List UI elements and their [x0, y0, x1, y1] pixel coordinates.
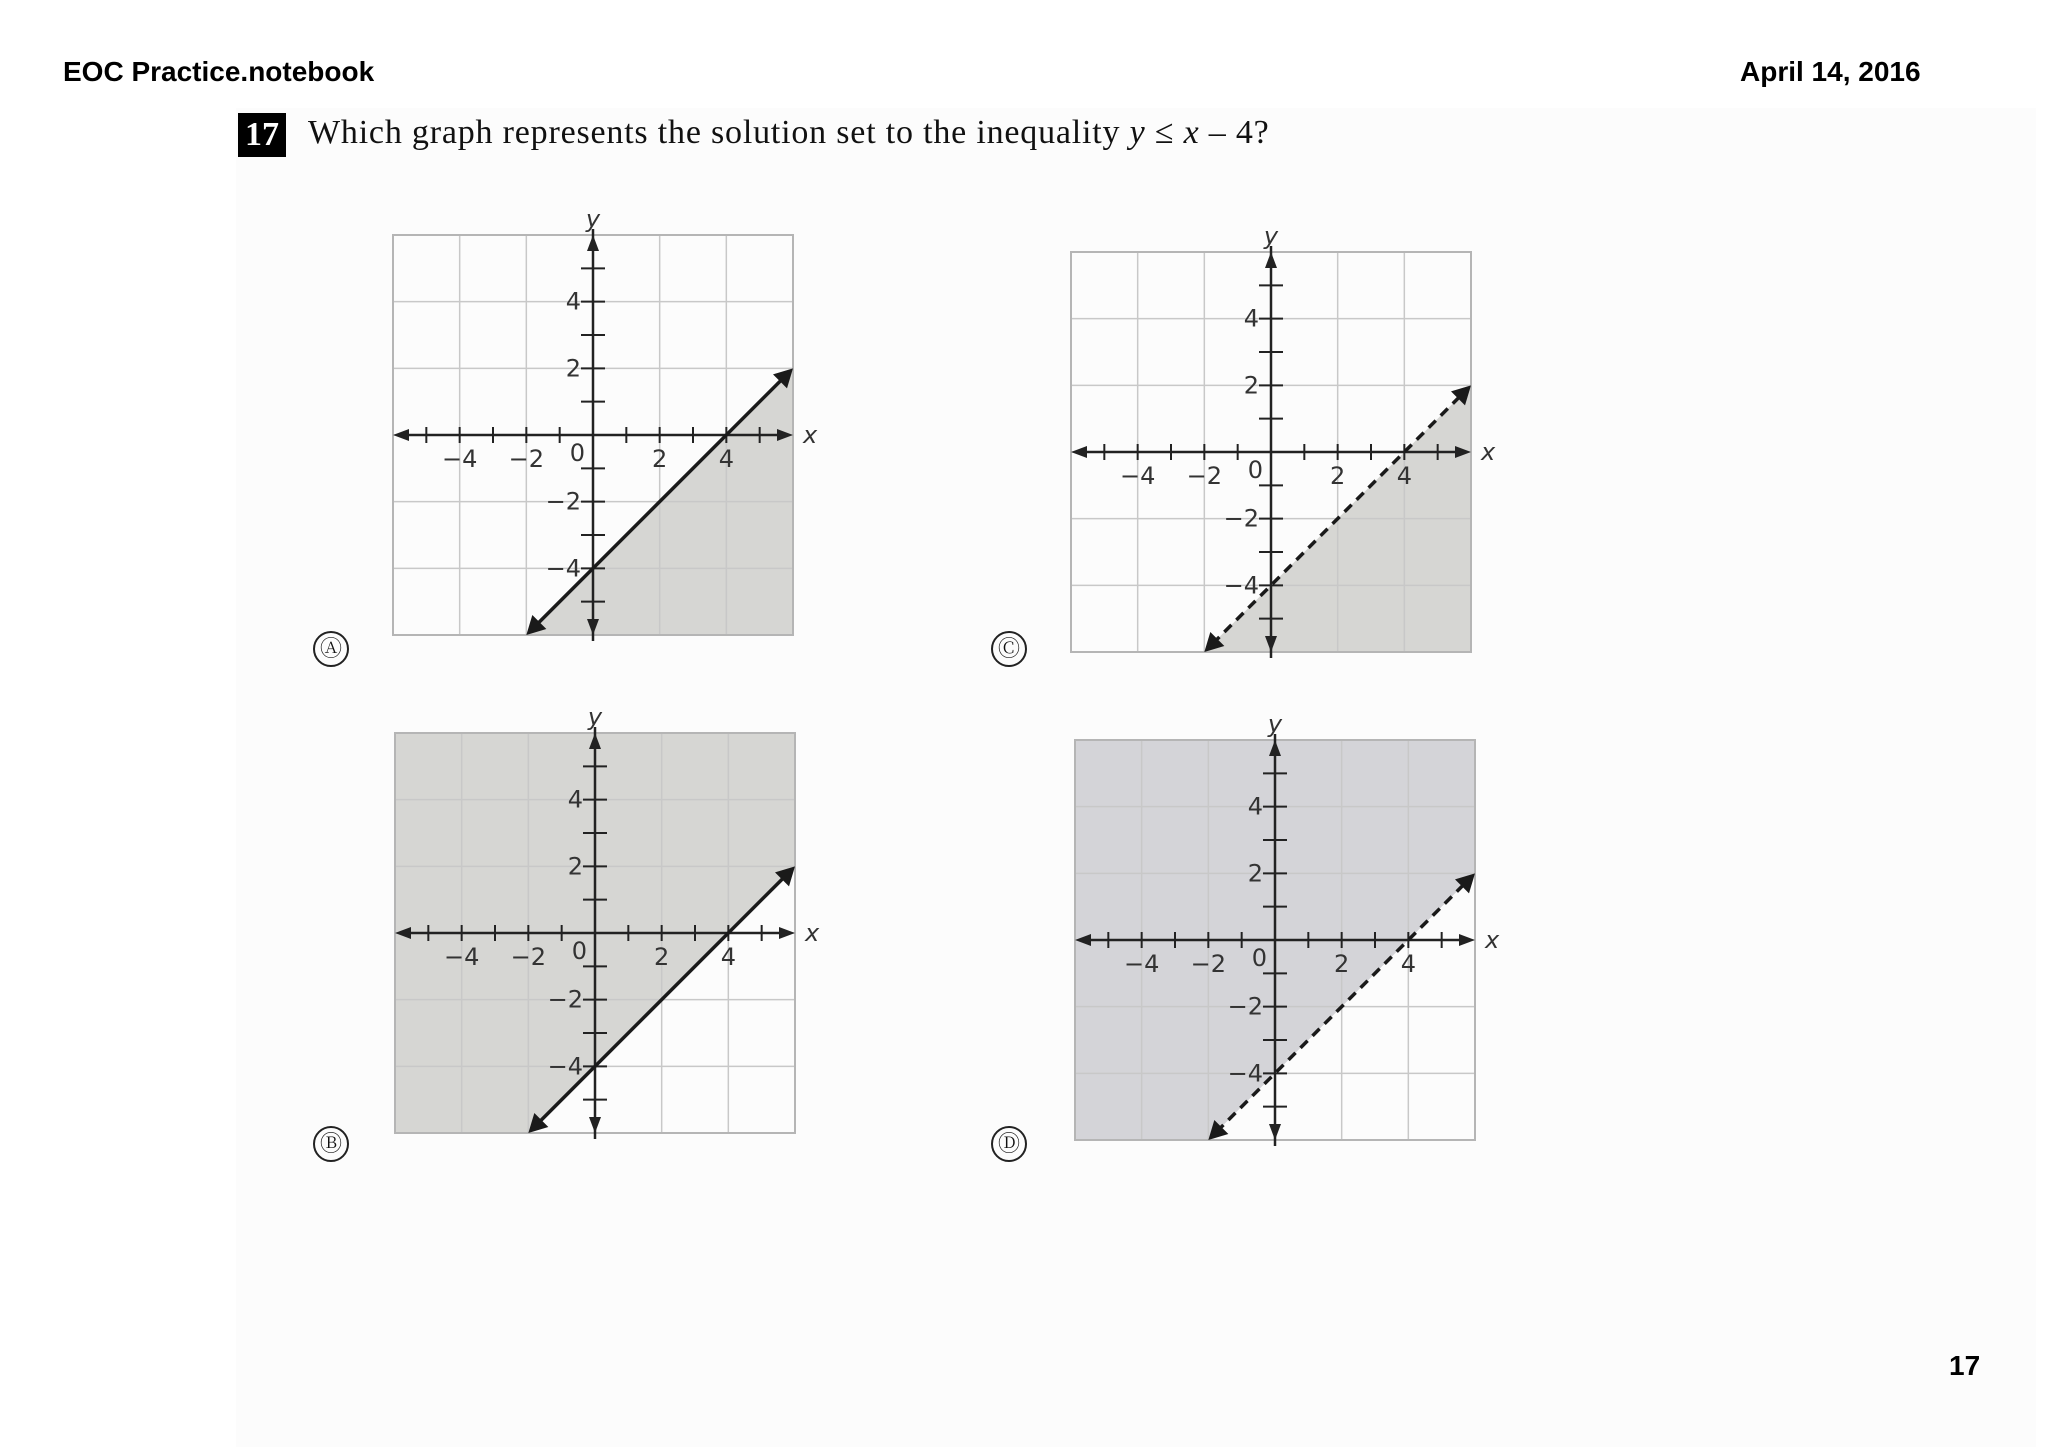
- x-tick-label: −4: [443, 943, 480, 971]
- y-axis-arrow: [587, 235, 599, 251]
- origin-label: 0: [1247, 456, 1263, 484]
- y-tick-label: 2: [567, 852, 583, 881]
- y-tick-label: 2: [565, 354, 581, 383]
- x-tick-label: 4: [720, 943, 736, 971]
- graph-a[interactable]: [380, 205, 820, 655]
- y-tick-label: −2: [545, 487, 581, 516]
- x-tick-label: −2: [508, 445, 545, 473]
- question-number: 17: [238, 113, 286, 157]
- x-tick-label: −4: [441, 445, 478, 473]
- y-tick-label: 4: [1247, 792, 1263, 821]
- x-tick-label: −2: [510, 943, 547, 971]
- y-tick-label: 4: [565, 287, 581, 316]
- x-axis-arrow: [1459, 934, 1475, 946]
- choice-d-label[interactable]: Ⓓ: [991, 1126, 1027, 1162]
- x-tick-label: −2: [1190, 950, 1227, 978]
- y-axis-label: y: [585, 205, 601, 233]
- x-tick-label: −4: [1119, 462, 1156, 490]
- x-tick-label: −4: [1123, 950, 1160, 978]
- y-tick-label: 2: [1243, 371, 1259, 400]
- y-axis-arrow: [1265, 252, 1277, 268]
- y-tick-label: 2: [1247, 859, 1263, 888]
- origin-label: 0: [1251, 944, 1267, 972]
- question-prefix: Which graph represents the solution set to the inequality: [308, 114, 1130, 151]
- y-axis-arrow: [589, 1117, 601, 1133]
- x-axis-label: x: [805, 919, 820, 947]
- x-tick-label: 2: [654, 943, 670, 971]
- graph-d[interactable]: [1062, 710, 1502, 1160]
- x-tick-label: 4: [718, 445, 734, 473]
- y-tick-label: 4: [567, 785, 583, 814]
- y-tick-label: −2: [1223, 504, 1259, 533]
- graph-c[interactable]: [1058, 222, 1498, 672]
- x-tick-label: 2: [652, 445, 668, 473]
- x-axis-arrow: [779, 927, 795, 939]
- math-y: y: [1129, 114, 1146, 151]
- x-axis-arrow: [393, 429, 409, 441]
- y-tick-label: −2: [547, 985, 583, 1014]
- choice-a-label[interactable]: Ⓐ: [313, 631, 349, 667]
- origin-label: 0: [569, 439, 585, 467]
- y-tick-label: 4: [1243, 304, 1259, 333]
- y-axis-label: y: [1267, 710, 1283, 738]
- x-axis-label: x: [1481, 438, 1496, 466]
- x-tick-label: −2: [1186, 462, 1223, 490]
- notebook-title: EOC Practice.notebook: [63, 56, 375, 87]
- x-axis-label: x: [803, 421, 818, 449]
- y-axis-label: y: [1263, 222, 1279, 250]
- choice-b-label[interactable]: Ⓑ: [313, 1126, 349, 1162]
- x-tick-label: 4: [1400, 950, 1416, 978]
- page-date: April 14, 2016: [1740, 56, 1921, 87]
- y-tick-label: −4: [1227, 1059, 1263, 1088]
- x-axis-arrow: [1071, 446, 1087, 458]
- y-tick-label: −4: [1223, 571, 1259, 600]
- question-text: [308, 114, 1270, 152]
- x-tick-label: 4: [1396, 462, 1412, 490]
- x-tick-label: 2: [1330, 462, 1346, 490]
- math-rest: – 4?: [1199, 114, 1270, 151]
- page-number: 17: [1949, 1350, 1981, 1381]
- graph-b[interactable]: [382, 703, 822, 1153]
- x-axis-label: x: [1485, 926, 1500, 954]
- y-axis-label: y: [587, 703, 603, 731]
- y-tick-label: −4: [545, 554, 581, 583]
- origin-label: 0: [571, 937, 587, 965]
- y-tick-label: −2: [1227, 992, 1263, 1021]
- y-tick-label: −4: [547, 1052, 583, 1081]
- math-rel: ≤: [1145, 114, 1184, 151]
- x-tick-label: 2: [1334, 950, 1350, 978]
- y-axis-arrow: [1269, 1124, 1281, 1140]
- math-x: x: [1183, 114, 1200, 151]
- choice-c-label[interactable]: Ⓒ: [991, 631, 1027, 667]
